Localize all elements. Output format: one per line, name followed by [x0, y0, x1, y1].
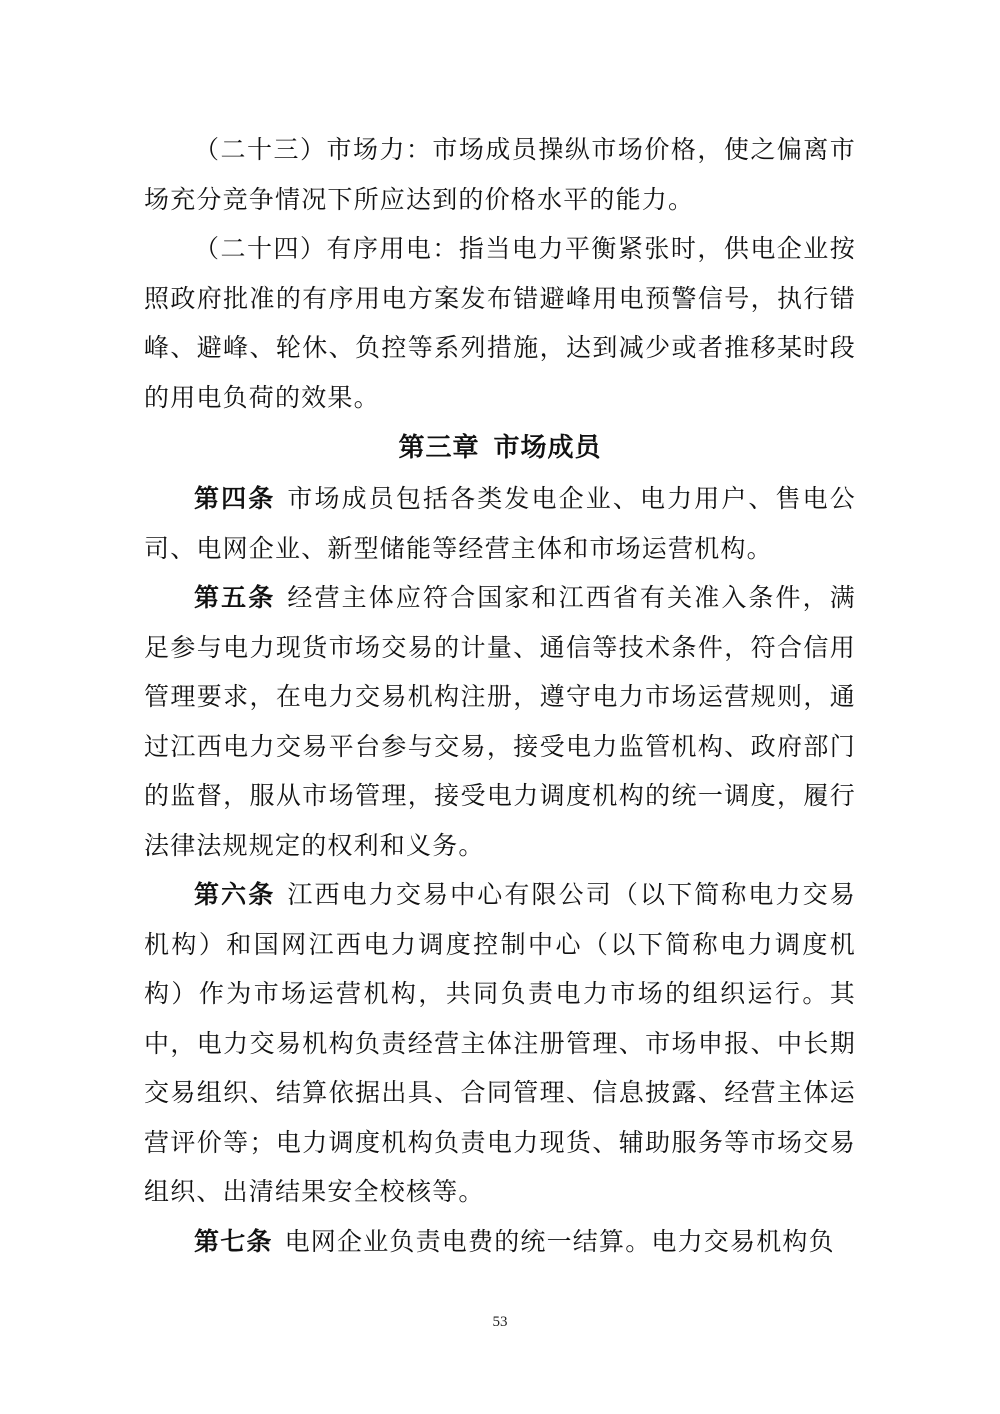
article-text: 江西电力交易中心有限公司（以下简称电力交易机构）和国网江西电力调度控制中心（以下简称电力调度机构）作为市场运营机构，共同负责电力市场的组织运行。其中，电力交易机构负责经营主体注册管理、市场申报、中长期交易组织、结算依据出具、合同管理、信息披露、经营主体运营评价等；电力调度机构负责电力现货、辅助服务等市场交易组织、出清结果安全校核等。 [144, 880, 857, 1206]
article-lead: 第四条 [194, 484, 276, 513]
article-text: 经营主体应符合国家和江西省有关准入条件，满足参与电力现货市场交易的计量、通信等技术条件，符合信用管理要求，在电力交易机构注册，遵守电力市场运营规则，通过江西电力交易平台参与交易，接受电力监管机构、政府部门的监督，服从市场管理，接受电力调度机构的统一调度，履行法律法规规定的权利和义务。 [144, 583, 857, 860]
article-lead: 第七条 [194, 1226, 273, 1256]
definition-paragraph-24 [144, 224, 856, 422]
chapter-number: 第三章 [398, 433, 480, 463]
paragraph-text: （二十四）有序用电：指当电力平衡紧张时，供电企业按照政府批准的有序用电方案发布错避峰用电预警信号，执行错峰、避峰、轮休、负控等系列措施，达到减少或者推移某时段的用电负荷的效果。 [144, 234, 856, 412]
article-5 [144, 573, 856, 870]
page-number: 53 [492, 1314, 508, 1330]
paragraph-text: （二十三）市场力：市场成员操纵市场价格，使之偏离市场充分竞争情况下所应达到的价格水平的能力。 [144, 135, 856, 214]
article-lead: 第五条 [194, 583, 276, 612]
definition-paragraph-23 [144, 125, 856, 224]
article-lead: 第六条 [194, 880, 276, 909]
article-text: 市场成员包括各类发电企业、电力用户、售电公司、电网企业、新型储能等经营主体和市场运营机构。 [144, 484, 857, 563]
article-4 [144, 474, 856, 573]
document-body [144, 125, 856, 1266]
chapter-title: 市场成员 [493, 433, 602, 463]
chapter-heading [144, 422, 856, 474]
article-7 [144, 1217, 856, 1267]
article-6 [144, 870, 856, 1217]
article-text: 电网企业负责电费的统一结算。电力交易机构负 [284, 1226, 835, 1256]
